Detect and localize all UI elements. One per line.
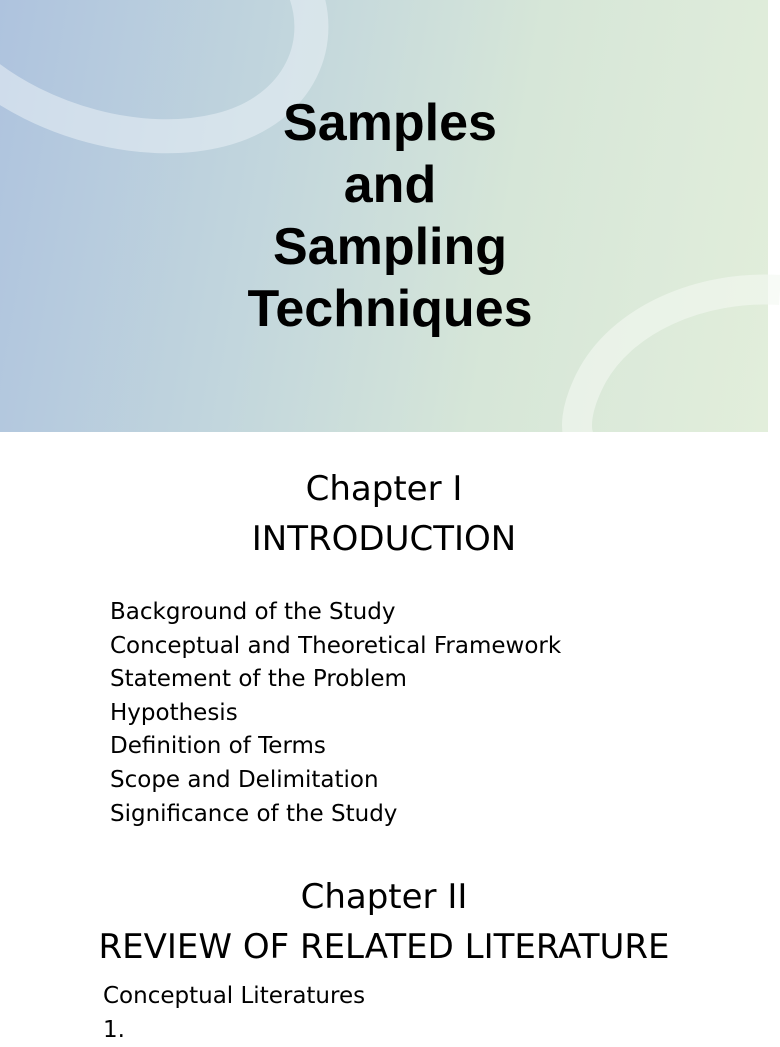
- chapter-2-number: Chapter II: [300, 877, 468, 917]
- slide-title-line-1: Samples: [283, 94, 497, 152]
- chapter-2-heading: [0, 872, 768, 972]
- slide-title: [0, 92, 780, 340]
- chapter-2-title: REVIEW OF RELATED LITERATURE: [98, 927, 670, 967]
- outline-item: Statement of the Problem: [110, 666, 407, 693]
- outline-item: Conceptual Literatures: [103, 983, 366, 1009]
- outline-item: Definition of Terms: [110, 733, 326, 760]
- chapter-1-title: INTRODUCTION: [251, 519, 517, 559]
- slide-title-line-4: Techniques: [247, 280, 533, 338]
- document-page: [0, 432, 768, 1043]
- chapter-1-outline: [110, 596, 561, 831]
- slide-title-line-2: and: [343, 156, 437, 214]
- chapter-2-outline: [103, 980, 365, 1047]
- title-slide: [0, 0, 768, 432]
- outline-item: Hypothesis: [110, 699, 238, 726]
- chapter-1-heading: [0, 464, 768, 564]
- outline-item: Significance of the Study: [110, 800, 398, 827]
- outline-item: 1.: [103, 1016, 125, 1043]
- slide-title-line-3: Sampling: [272, 218, 508, 276]
- outline-item: Conceptual and Theoretical Framework: [110, 632, 562, 659]
- chapter-1-number: Chapter I: [305, 469, 463, 509]
- outline-item: Scope and Delimitation: [110, 766, 379, 793]
- outline-item: Background of the Study: [110, 599, 396, 625]
